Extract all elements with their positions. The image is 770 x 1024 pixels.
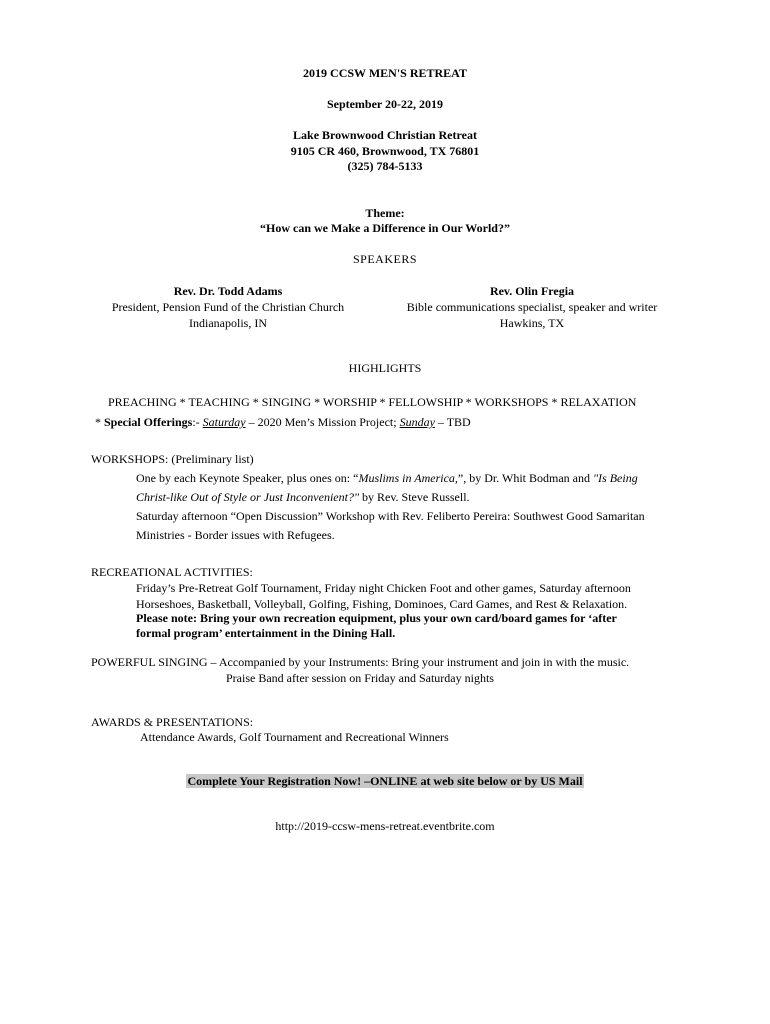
singing-line: POWERFUL SINGING – Accompanied by your Instruments: Bring your instrument and join in with the music.	[91, 655, 630, 669]
speaker-card	[372, 283, 692, 331]
theme-label: Theme:	[365, 206, 405, 220]
workshop-title: "Is Being	[593, 471, 638, 485]
workshops-heading: WORKSHOPS: (Preliminary list)	[91, 452, 254, 466]
workshop-text: by Rev. Steve Russell.	[359, 490, 470, 504]
saturday-text: – 2020 Men’s Mission Project;	[245, 415, 400, 429]
speakers-heading: SPEAKERS	[352, 252, 418, 266]
theme-text: “How can we Make a Difference in Our World?”	[260, 221, 510, 235]
highlights-line: PREACHING * TEACHING * SINGING * WORSHIP * FELLOWSHIP * WORKSHOPS * RELAXATION	[108, 395, 637, 409]
speaker-name: Rev. Dr. Todd Adams	[173, 284, 283, 298]
singing-line: Praise Band after session on Friday and Saturday nights	[226, 671, 494, 685]
highlights-heading: HIGHLIGHTS	[348, 361, 422, 375]
venue-address: 9105 CR 460, Brownwood, TX 76801	[290, 144, 480, 158]
workshop-line	[136, 490, 470, 505]
special-label: Special Offerings	[104, 415, 193, 429]
sunday-text: – TBD	[434, 415, 471, 429]
recreation-note: formal program’ entertainment in the Dining Hall.	[136, 626, 396, 640]
retreat-title: 2019 CCSW MEN'S RETREAT	[303, 66, 467, 80]
workshop-title: Christ-like Out of Style or Just Inconvenient?"	[136, 490, 359, 504]
workshop-line	[136, 471, 638, 486]
speaker-role: President, Pension Fund of the Christian Church	[111, 300, 345, 314]
recreation-line: Horseshoes, Basketball, Volleyball, Golfing, Fishing, Dominoes, Card Games, and Rest & Relaxation.	[136, 597, 628, 611]
registration-url[interactable]: http://2019-ccsw-mens-retreat.eventbrite.com	[275, 819, 495, 833]
speaker-name: Rev. Olin Fregia	[489, 284, 575, 298]
workshop-text: One by each Keynote Speaker, plus ones on: “	[136, 471, 359, 485]
awards-line: Attendance Awards, Golf Tournament and Recreational Winners	[140, 730, 449, 744]
workshop-text: ”, by Dr. Whit Bodman and	[457, 471, 593, 485]
speaker-location: Hawkins, TX	[499, 316, 565, 330]
venue-name: Lake Brownwood Christian Retreat	[293, 128, 477, 142]
speaker-role: Bible communications specialist, speaker and writer	[406, 300, 658, 314]
special-prefix: *	[95, 415, 104, 429]
speaker-card	[68, 283, 388, 331]
workshop-title: Muslims in America,	[358, 471, 458, 485]
recreation-line: Friday’s Pre-Retreat Golf Tournament, Friday night Chicken Foot and other games, Saturday afternoon	[136, 581, 631, 595]
workshop-line: Saturday afternoon “Open Discussion” Workshop with Rev. Feliberto Pereira: Southwest Good Samaritan	[136, 509, 645, 523]
saturday-label: Saturday	[202, 415, 246, 429]
special-sep: :-	[192, 415, 203, 429]
sunday-label: Sunday	[399, 415, 435, 429]
workshop-line: Ministries - Border issues with Refugees.	[136, 528, 335, 542]
registration-cta	[0, 774, 770, 789]
retreat-dates: September 20-22, 2019	[326, 97, 444, 111]
recreation-note: Please note: Bring your own recreation equipment, plus your own card/board games for ‘after	[136, 611, 617, 625]
registration-cta-text: Complete Your Registration Now! –ONLINE at web site below or by US Mail	[187, 774, 583, 788]
speaker-location: Indianapolis, IN	[189, 316, 267, 330]
venue-phone: (325) 784-5133	[347, 159, 423, 173]
special-offerings	[95, 415, 471, 430]
recreation-heading: RECREATIONAL ACTIVITIES:	[91, 565, 253, 579]
awards-heading: AWARDS & PRESENTATIONS:	[91, 715, 254, 729]
